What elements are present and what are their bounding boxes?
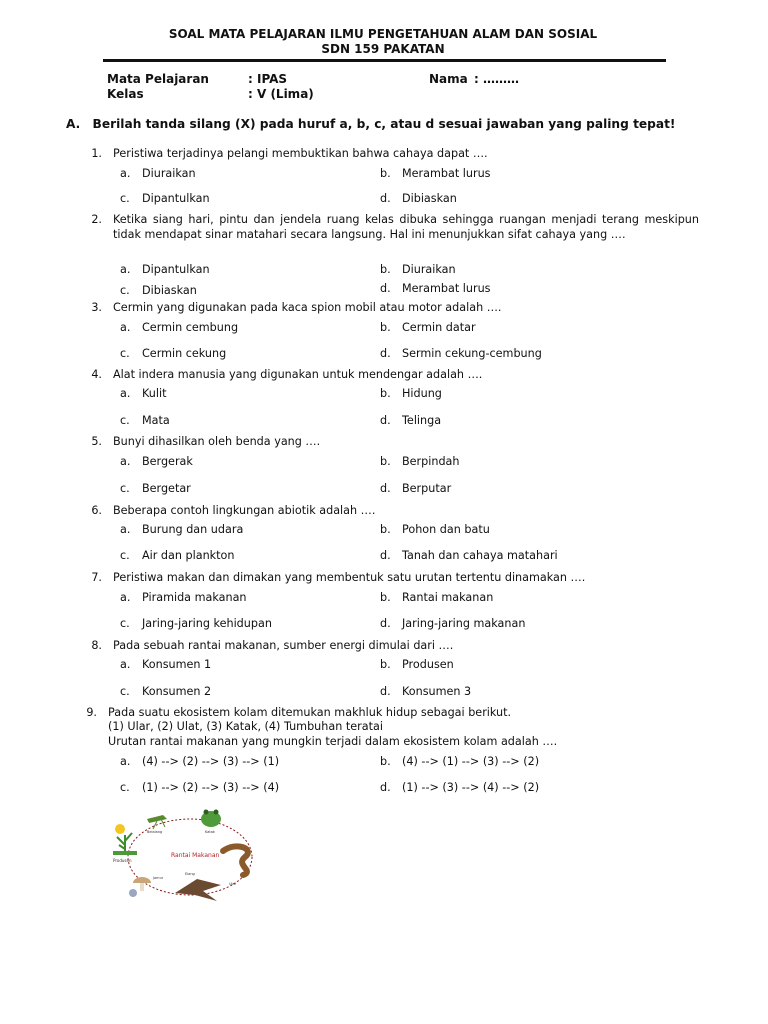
label-snake: Ular (229, 882, 237, 886)
section-letter: A. (66, 117, 81, 131)
mushroom-icon (129, 877, 151, 897)
label-frog: Katak (205, 830, 215, 834)
option-b[interactable]: b. (4) --> (1) --> (3) --> (2) (380, 755, 540, 768)
question-number: 6. (91, 504, 102, 517)
option-b[interactable]: b. Diuraikan (380, 263, 456, 276)
question-text: Peristiwa makan dan dimakan yang membentuk satu urutan tertentu dinamakan …. (113, 571, 586, 584)
option-d[interactable]: d. Merambat lurus (380, 282, 491, 295)
question-text: Pada suatu ekosistem kolam ditemukan makhluk hidup sebagai berikut. (108, 706, 512, 719)
option-b[interactable]: b. Berpindah (380, 455, 460, 468)
label-fungi: Jamur (153, 876, 164, 880)
name-label: Nama (429, 72, 468, 86)
question-number: 5. (91, 435, 102, 448)
option-b[interactable]: b. Rantai makanan (380, 591, 494, 604)
section-a-instruction (66, 117, 676, 131)
question-text: Ketika siang hari, pintu dan jendela ruang kelas dibuka sehingga ruangan menjadi terang meskipun tidak mendapat sinar matahari secara langsung. Hal ini menunjukkan sifat cahaya yang …. (113, 213, 699, 241)
food-chain-illustration (105, 805, 270, 905)
option-b[interactable]: b. Merambat lurus (380, 167, 491, 180)
question-number: 4. (91, 368, 102, 381)
option-c[interactable]: c. Jaring-jaring kehidupan (120, 617, 272, 630)
label-grasshopper: Belalang (147, 830, 163, 834)
subject-label: Mata Pelajaran (107, 72, 209, 86)
question-text: Cermin yang digunakan pada kaca spion mobil atau motor adalah …. (113, 301, 502, 314)
school-name: SDN 159 PAKATAN (321, 42, 445, 56)
frog-icon (201, 810, 221, 828)
exam-title: SOAL MATA PELAJARAN ILMU PENGETAHUAN ALAM DAN SOSIAL (168, 27, 598, 41)
option-c[interactable]: c. Mata (120, 414, 170, 427)
option-c[interactable]: c. Konsumen 2 (120, 685, 212, 698)
name-value: : ……… (474, 72, 519, 86)
option-c[interactable]: c. Dibiaskan (120, 284, 197, 297)
subject-value: : IPAS (248, 72, 288, 86)
option-a[interactable]: a. Konsumen 1 (120, 658, 212, 671)
question-number: 1. (91, 147, 102, 160)
header-divider (103, 59, 666, 62)
option-d[interactable]: d. Telinga (380, 414, 442, 427)
option-c[interactable]: c. (1) --> (2) --> (3) --> (4) (120, 781, 280, 794)
option-d[interactable]: d. Jaring-jaring makanan (380, 617, 526, 630)
question-number: 7. (91, 571, 102, 584)
question-text: Beberapa contoh lingkungan abiotik adalah …. (113, 504, 376, 517)
option-d[interactable]: d. Dibiaskan (380, 192, 457, 205)
figure-caption: Rantai Makanan (171, 852, 220, 859)
option-d[interactable]: d. Tanah dan cahaya matahari (380, 549, 558, 562)
option-d[interactable]: d. Sermin cekung-cembung (380, 347, 542, 360)
option-a[interactable]: a. Kulit (120, 387, 167, 400)
eagle-icon (175, 879, 221, 901)
option-b[interactable]: b. Pohon dan batu (380, 523, 490, 536)
question-number: 3. (91, 301, 102, 314)
option-a[interactable]: a. Bergerak (120, 455, 193, 468)
class-label: Kelas (107, 87, 144, 101)
question-number: 8. (91, 639, 102, 652)
question-text: Peristiwa terjadinya pelangi membuktikan bahwa cahaya dapat …. (113, 147, 488, 160)
option-b[interactable]: b. Produsen (380, 658, 454, 671)
question-text: Pada sebuah rantai makanan, sumber energi dimulai dari …. (113, 639, 454, 652)
question-number: 2. (91, 213, 102, 226)
option-b[interactable]: b. Hidung (380, 387, 442, 400)
option-d[interactable]: d. (1) --> (3) --> (4) --> (2) (380, 781, 540, 794)
plant-icon (113, 824, 137, 855)
option-c[interactable]: c. Air dan plankton (120, 549, 235, 562)
option-d[interactable]: d. Berputar (380, 482, 452, 495)
option-a[interactable]: a. (4) --> (2) --> (3) --> (1) (120, 755, 280, 768)
option-c[interactable]: c. Dipantulkan (120, 192, 210, 205)
question-text: Bunyi dihasilkan oleh benda yang …. (113, 435, 321, 448)
option-a[interactable]: a. Cermin cembung (120, 321, 239, 334)
question-text: Alat indera manusia yang digunakan untuk mendengar adalah …. (113, 368, 483, 381)
option-a[interactable]: a. Burung dan udara (120, 523, 244, 536)
option-c[interactable]: c. Bergetar (120, 482, 191, 495)
option-a[interactable]: a. Diuraikan (120, 167, 196, 180)
option-c[interactable]: c. Cermin cekung (120, 347, 227, 360)
label-producer: Produsen (113, 858, 132, 863)
option-d[interactable]: d. Konsumen 3 (380, 685, 472, 698)
option-a[interactable]: a. Dipantulkan (120, 263, 210, 276)
option-b[interactable]: b. Cermin datar (380, 321, 476, 334)
label-eagle: Elang (185, 872, 195, 876)
question-number: 9. (86, 706, 97, 719)
snake-icon (223, 846, 248, 875)
question-organism-list: (1) Ular, (2) Ulat, (3) Katak, (4) Tumbuhan teratai (108, 720, 383, 733)
section-instruction-text: Berilah tanda silang (X) pada huruf a, b, c, atau d sesuai jawaban yang paling tepat! (92, 117, 676, 131)
class-value: : V (Lima) (248, 87, 314, 101)
question-prompt: Urutan rantai makanan yang mungkin terjadi dalam ekosistem kolam adalah …. (108, 735, 558, 748)
option-a[interactable]: a. Piramida makanan (120, 591, 247, 604)
